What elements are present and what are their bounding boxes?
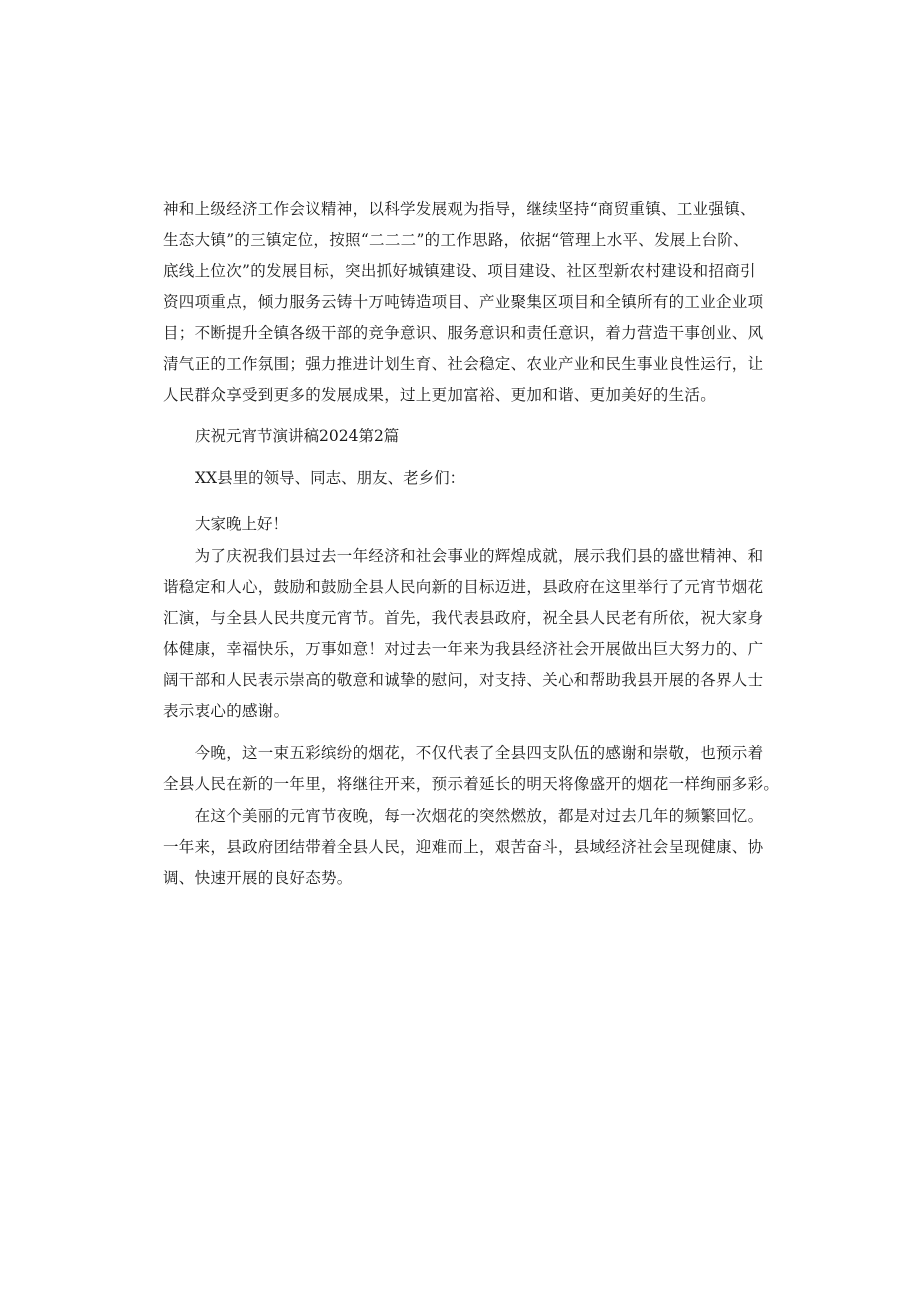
text-line: 阔干部和人民表示崇高的敬意和诚挚的慰问，对支持、关心和帮助我县开展的各界人士 — [163, 671, 764, 689]
text-line: 全县人民在新的一年里，将继往开来，预示着延长的明天将像盛开的烟花一样绚丽多彩。 — [163, 775, 780, 793]
text-line: 人民群众享受到更多的发展成果，过上更加富裕、更加和谐、更加美好的生活。 — [163, 386, 717, 404]
text-line: 清气正的工作氛围；强力推进计划生育、社会稳定、农业产业和民生事业良性运行，让 — [163, 355, 764, 373]
text-line: 谐稳定和人心，鼓励和鼓励全县人民向新的目标迈进，县政府在这里举行了元宵节烟花 — [163, 578, 764, 596]
text-line: 资四项重点，倾力服务云铸十万吨铸造项目、产业聚集区项目和全镇所有的工业企业项 — [163, 293, 764, 311]
salutation: XX县里的领导、同志、朋友、老乡们： — [195, 469, 466, 487]
text-line: 汇演，与全县人民共度元宵节。首先，我代表县政府，祝全县人民老有所依，祝大家身 — [163, 609, 764, 627]
greeting: 大家晚上好！ — [195, 515, 289, 533]
paragraph-review — [163, 801, 763, 894]
text-line: 目；不断提升全镇各级干部的竞争意识、服务意识和责任意识，着力营造干事创业、风 — [163, 324, 764, 342]
text-line: 一年来，县政府团结带着全县人民，迎难而上，艰苦奋斗，县域经济社会呈现健康、协 — [163, 838, 764, 856]
text-line: 在这个美丽的元宵节夜晚，每一次烟花的突然燃放，都是对过去几年的频繁回忆。 — [163, 807, 764, 825]
section-title: 庆祝元宵节演讲稿2024第2篇 — [195, 427, 400, 445]
text-line: 神和上级经济工作会议精神，以科学发展观为指导，继续坚持“商贸重镇、工业强镇、 — [163, 200, 756, 218]
text-line: 生态大镇”的三镇定位，按照“二二二”的工作思路，依据“管理上水平、发展上台阶、 — [163, 231, 749, 249]
text-line: 调、快速开展的良好态势。 — [163, 869, 353, 887]
text-line: 底线上位次”的发展目标，突出抓好城镇建设、项目建设、社区型新农村建设和招商引 — [163, 262, 756, 280]
text-line: 表示衷心的感谢。 — [163, 702, 290, 720]
paragraph-continuation — [163, 194, 763, 411]
text-line: 体健康，幸福快乐，万事如意！对过去一年来为我县经济社会开展做出巨大努力的、广 — [163, 640, 764, 658]
text-line: 为了庆祝我们县过去一年经济和社会事业的辉煌成就，展示我们县的盛世精神、和 — [163, 547, 764, 565]
paragraph-tonight — [163, 738, 780, 800]
paragraph-opening — [163, 541, 763, 727]
text-line: 今晚，这一束五彩缤纷的烟花，不仅代表了全县四支队伍的感谢和崇敬，也预示着 — [163, 744, 764, 762]
